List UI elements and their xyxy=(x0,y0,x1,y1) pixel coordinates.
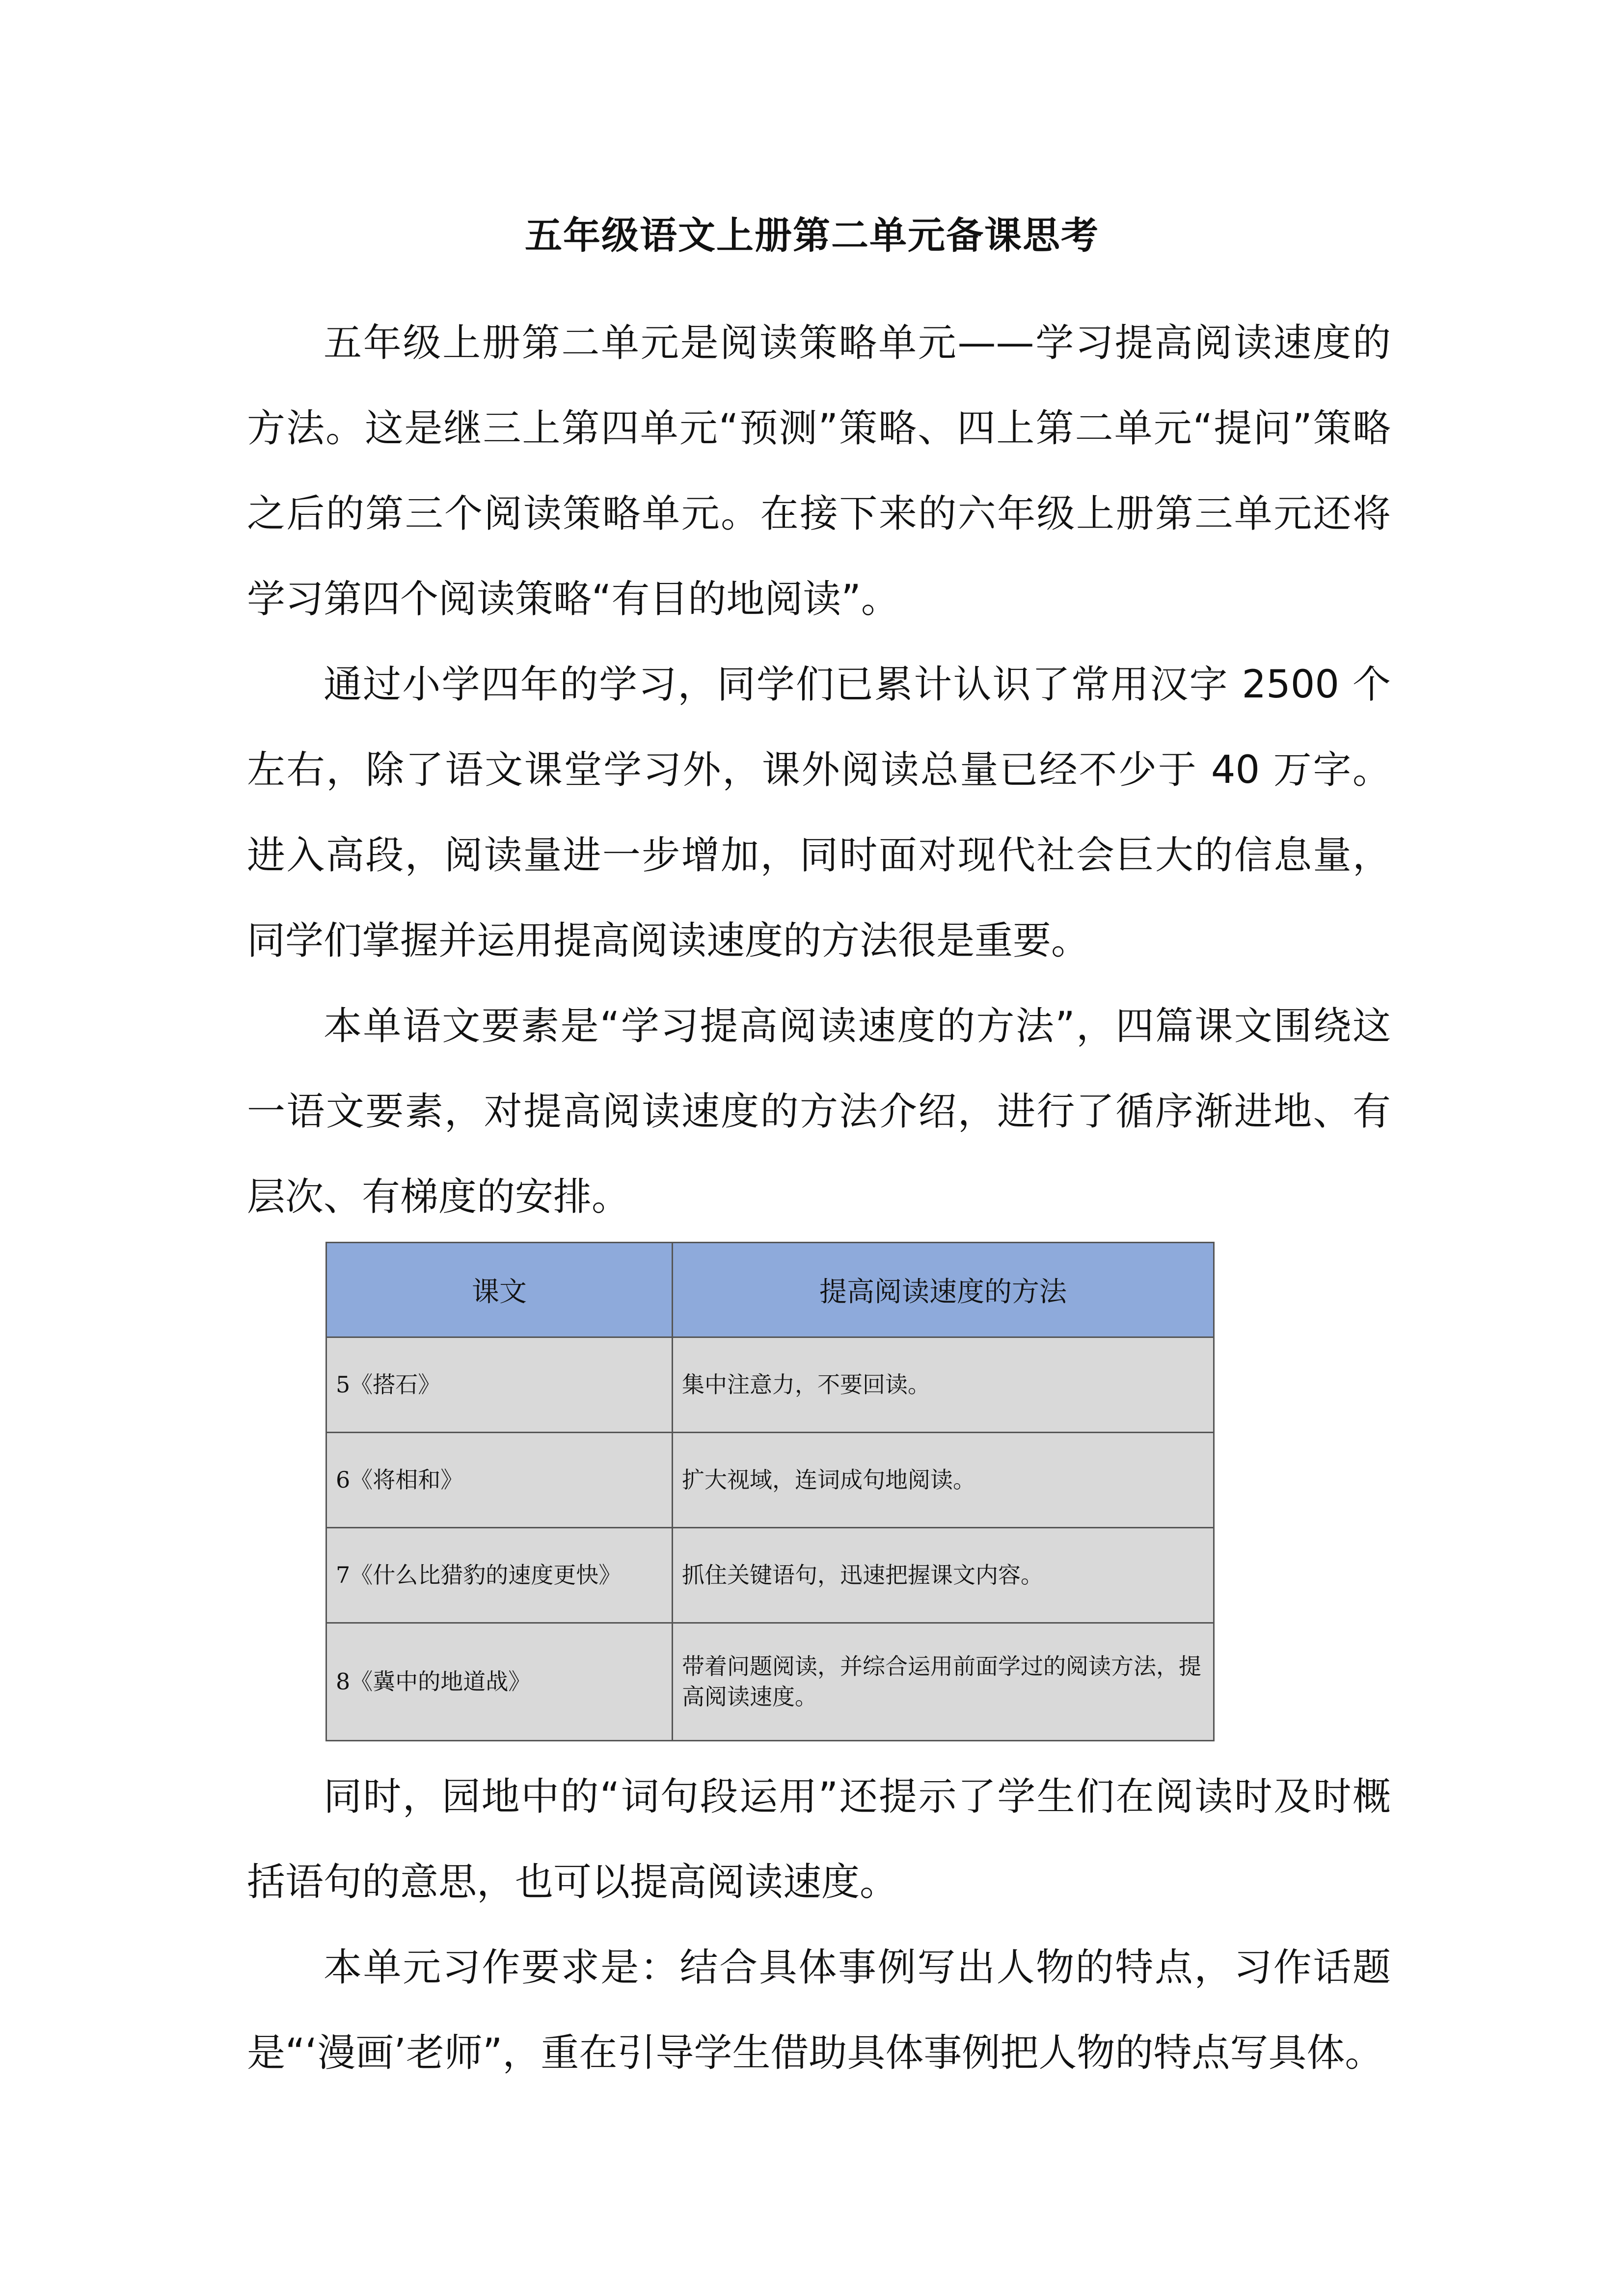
methods-table xyxy=(325,1242,1213,1741)
table-cell-method: 带着问题阅读，并综合运用前面学过的阅读方法，提高阅读速度。 xyxy=(673,1623,1214,1740)
table-row xyxy=(326,1432,1214,1527)
paragraph-writing-task: 本单元习作要求是：结合具体事例写出人物的特点，习作话题是“‘漫画’老师”，重在引导学生借助具体事例把人物的特点写具体。 xyxy=(247,1946,1391,2075)
paragraph-reading-volume: 通过小学四年的学习，同学们已累计认识了常用汉字 2500 个左右，除了语文课堂学习外，课外阅读总量已经不少于 40 万字。进入高段，阅读量进一步增加，同时面对现代社会巨大的信息量，同学们掌握并运用提高阅读速度的方法很是重要。 xyxy=(247,663,1391,963)
table-header-row xyxy=(326,1243,1214,1337)
table-header-lesson: 课文 xyxy=(326,1243,673,1337)
table-header-method: 提高阅读速度的方法 xyxy=(673,1243,1214,1337)
paragraph-word-sentence-usage: 同时，园地中的“词句段运用”还提示了学生们在阅读时及时概括语句的意思，也可以提高阅读速度。 xyxy=(247,1775,1391,1904)
table-row xyxy=(326,1623,1214,1740)
table-cell-method: 抓住关键语句，迅速把握课文内容。 xyxy=(673,1527,1214,1623)
document-title: 五年级语文上册第二单元备课思考 xyxy=(525,214,1099,257)
table-cell-method: 扩大视域，连词成句地阅读。 xyxy=(673,1432,1214,1527)
table-cell-lesson: 5《搭石》 xyxy=(326,1337,673,1433)
table-row xyxy=(326,1337,1214,1433)
paragraph-unit-intro: 五年级上册第二单元是阅读策略单元——学习提高阅读速度的方法。这是继三上第四单元“预测”策略、四上第二单元“提问”策略之后的第三个阅读策略单元。在接下来的六年级上册第三单元还将学习第四个阅读策略“有目的地阅读”。 xyxy=(247,321,1391,621)
table-cell-method: 集中注意力，不要回读。 xyxy=(673,1337,1214,1433)
table-cell-lesson: 8《冀中的地道战》 xyxy=(326,1623,673,1740)
paragraph-language-element: 本单语文要素是“学习提高阅读速度的方法”，四篇课文围绕这一语文要素，对提高阅读速度的方法介绍，进行了循序渐进地、有层次、有梯度的安排。 xyxy=(247,1004,1391,1219)
table-cell-lesson: 6《将相和》 xyxy=(326,1432,673,1527)
table-row xyxy=(326,1527,1214,1623)
table-cell-lesson: 7《什么比猎豹的速度更快》 xyxy=(326,1527,673,1623)
